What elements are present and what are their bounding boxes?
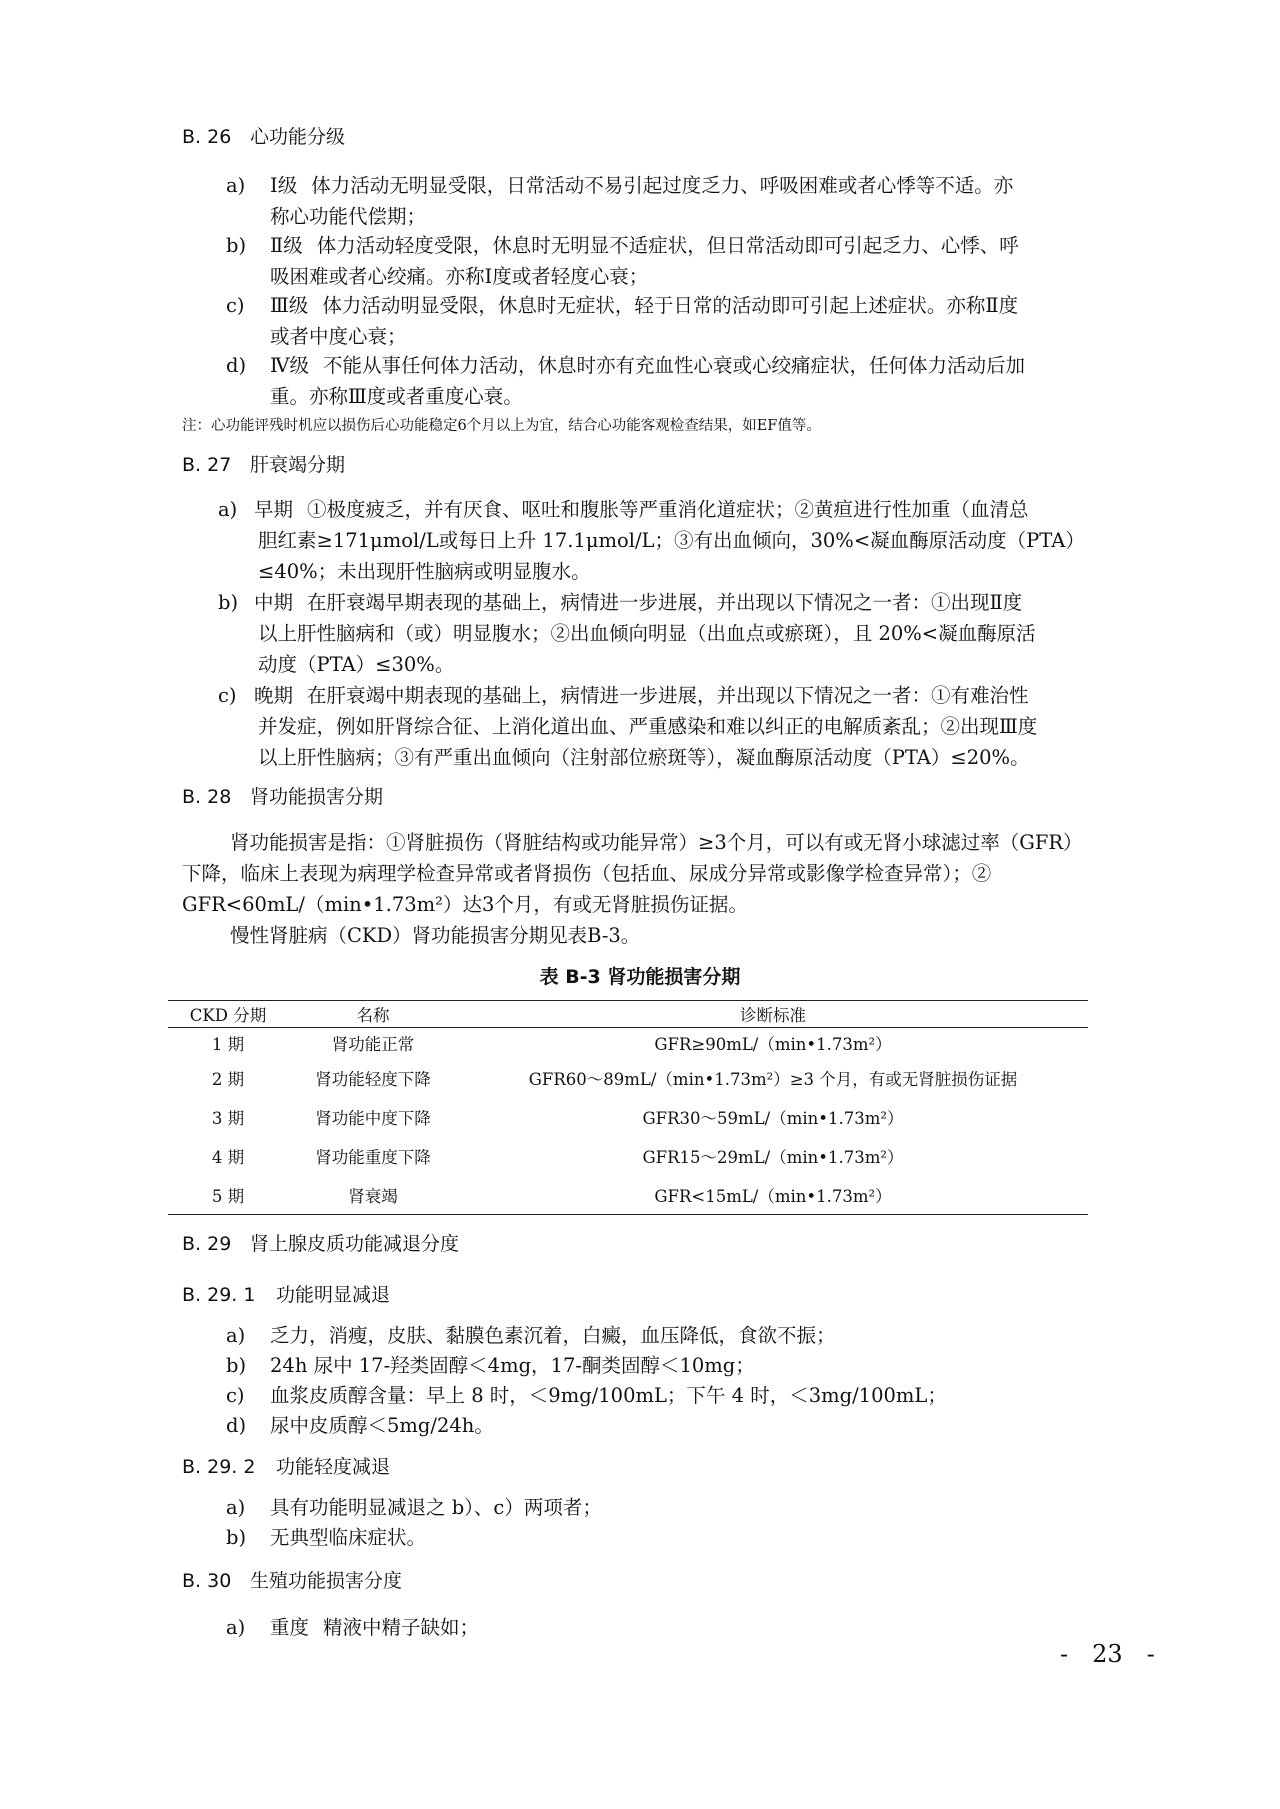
item-text: 24h 尿中 17-羟类固醇＜4mg，17-酮类固醇＜10mg；	[270, 1354, 755, 1377]
table-cell: 肾功能中度下降	[315, 1108, 431, 1128]
section-number: B. 29. 1	[182, 1284, 256, 1306]
item-text-continued: 以上肝性脑病；③有严重出血倾向（注射部位瘀斑等），凝血酶原活动度（PTA）≤20%。	[258, 746, 1030, 769]
section-heading-b29	[182, 1229, 459, 1256]
table-cell: GFR60～89mL/（min•1.73m²）≥3 个月，有或无肾脏损伤证据	[528, 1069, 1018, 1089]
list-item	[226, 1320, 1156, 1351]
page-number-value: 23	[1092, 1640, 1123, 1668]
section-title: 肝衰竭分期	[250, 454, 346, 476]
item-text-continued: 以上肝性脑病和（或）明显腹水；②出血倾向明显（出血点或瘀斑），且 20%<凝血酶原活	[258, 622, 1036, 645]
section-number: B. 29. 2	[182, 1456, 256, 1478]
item-text: 精液中精子缺如；	[323, 1616, 480, 1639]
list-item	[218, 587, 1148, 680]
item-text: 不能从事任何体力活动，休息时亦有充血性心衰或心绞痛症状，任何体力活动后加	[322, 354, 1025, 377]
list-item	[226, 1522, 1156, 1553]
section-number: B. 30	[182, 1570, 232, 1592]
table-cell: GFR≥90mL/（min•1.73m²）	[654, 1035, 892, 1054]
list-item	[226, 230, 1156, 292]
item-marker: a)	[226, 1496, 246, 1519]
section-title: 肾上腺皮质功能减退分度	[250, 1233, 460, 1255]
item-label: 晚期	[254, 684, 294, 707]
item-marker: a)	[226, 1324, 246, 1347]
list-item	[226, 1380, 1156, 1411]
table-row	[168, 1175, 1088, 1214]
table-cell: 4 期	[211, 1147, 245, 1167]
table-header-cell: 名称	[356, 1006, 390, 1025]
table-cell: 2 期	[211, 1069, 245, 1089]
item-text: 具有功能明显减退之 b）、c）两项者；	[270, 1496, 602, 1519]
item-marker: c)	[226, 294, 245, 317]
item-label: Ⅲ级	[270, 294, 309, 317]
list-item	[226, 1410, 1156, 1441]
item-text: ①极度疲乏，并有厌食、呕吐和腹胀等严重消化道症状；②黄疸进行性加重（血清总	[307, 498, 1029, 521]
item-text-continued: 并发症，例如肝肾综合征、上消化道出血、严重感染和难以纠正的电解质紊乱；②出现Ⅲ度	[258, 715, 1038, 738]
item-label: Ⅳ级	[270, 354, 309, 377]
item-text-continued: 称心功能代偿期；	[270, 205, 427, 228]
section-number: B. 28	[182, 786, 232, 808]
item-text: 尿中皮质醇＜5mg/24h。	[270, 1414, 494, 1437]
table-cell: GFR30～59mL/（min•1.73m²）	[642, 1108, 904, 1128]
table-cell: 肾功能轻度下降	[315, 1069, 431, 1089]
item-marker: a)	[226, 1616, 246, 1639]
table-header-row	[168, 1001, 1088, 1028]
item-marker: b)	[226, 234, 247, 257]
item-label: 重度	[270, 1616, 310, 1639]
list-item	[226, 1612, 1156, 1643]
table-row	[168, 1136, 1088, 1175]
table-row	[168, 1058, 1088, 1097]
item-label: Ⅱ级	[270, 234, 303, 257]
table-cell: 肾衰竭	[348, 1186, 398, 1206]
list-item	[226, 290, 1156, 352]
table-cell: 肾功能正常	[331, 1035, 415, 1054]
item-text-continued: 重。亦称Ⅲ度或者重度心衰。	[270, 385, 523, 408]
table-cell: 5 期	[211, 1186, 245, 1206]
item-marker: d)	[226, 1414, 247, 1437]
item-text: 血浆皮质醇含量：早上 8 时，＜9mg/100mL；下午 4 时，＜3mg/100mL；	[270, 1384, 947, 1407]
table-cell: 1 期	[211, 1035, 245, 1054]
table-caption: 表 B-3 肾功能损害分期	[539, 966, 741, 988]
section-heading-b30	[182, 1566, 402, 1593]
paragraph-line: 肾功能损害是指：①肾脏损伤（肾脏结构或功能异常）≥3个月，可以有或无肾小球滤过率（GFR）	[230, 831, 1083, 854]
item-text: 在肝衰竭中期表现的基础上，病情进一步进展，并出现以下情况之一者：①有难治性	[307, 684, 1029, 707]
item-text-continued: ≤40%；未出现肝性脑病或明显腹水。	[258, 560, 591, 583]
item-label: 早期	[254, 498, 294, 521]
section-heading-b26	[182, 122, 345, 149]
subsection-heading-b29-1	[182, 1280, 390, 1307]
item-text-continued: 吸困难或者心绞痛。亦称Ⅰ度或者轻度心衰；	[270, 265, 649, 288]
section-title: 肾功能损害分期	[250, 786, 384, 808]
paragraph	[182, 827, 1162, 951]
section-heading-b28	[182, 782, 383, 809]
item-marker: c)	[218, 684, 237, 707]
table-header-cell: 诊断标准	[740, 1006, 806, 1025]
item-marker: b)	[226, 1526, 247, 1549]
list-item	[226, 170, 1156, 232]
section-title: 功能轻度减退	[276, 1456, 391, 1478]
item-text-continued: 或者中度心衰；	[270, 325, 407, 348]
list-item	[226, 1350, 1156, 1381]
subsection-heading-b29-2	[182, 1452, 390, 1479]
item-marker: b)	[218, 591, 239, 614]
list-item	[226, 350, 1156, 412]
section-title: 功能明显减退	[276, 1284, 391, 1306]
paragraph-line: 慢性肾脏病（CKD）肾功能损害分期见表B-3。	[230, 924, 641, 947]
section-number: B. 27	[182, 454, 232, 476]
item-marker: d)	[226, 354, 247, 377]
list-item	[218, 680, 1148, 773]
item-marker: c)	[226, 1384, 245, 1407]
item-text-continued: 胆红素≥171μmol/L或每日上升 17.1μmol/L；③有出血倾向，30%<凝血酶原活动度（PTA）	[258, 529, 1085, 552]
table-cell: 3 期	[211, 1108, 245, 1128]
section-title: 生殖功能损害分度	[250, 1570, 403, 1592]
item-marker: a)	[226, 174, 246, 197]
table-row	[168, 1028, 1088, 1058]
item-marker: a)	[218, 498, 238, 521]
section-number: B. 26	[182, 126, 232, 148]
section-title: 心功能分级	[250, 126, 346, 148]
section-heading-b27	[182, 450, 345, 477]
page-number: - 23 -	[1060, 1640, 1155, 1668]
list-item	[226, 1492, 1156, 1523]
item-text-continued: 动度（PTA）≤30%。	[258, 653, 455, 676]
item-label: 中期	[254, 591, 294, 614]
item-text: 体力活动明显受限，休息时无症状，轻于日常的活动即可引起上述症状。亦称Ⅱ度	[322, 294, 1019, 317]
item-text: 无典型临床症状。	[270, 1526, 427, 1549]
ckd-table	[168, 1000, 1088, 1215]
item-text: 体力活动轻度受限，休息时无明显不适症状，但日常活动即可引起乏力、心悸、呼	[316, 234, 1019, 257]
list-item	[218, 494, 1148, 587]
note-text: 注：心功能评残时机应以损伤后心功能稳定6个月以上为宜，结合心功能客观检查结果，如EF值等。	[182, 418, 821, 434]
paragraph-line: 下降，临床上表现为病理学检查异常或者肾损伤（包括血、尿成分异常或影像学检查异常）；②	[182, 862, 992, 885]
item-text: 在肝衰竭早期表现的基础上，病情进一步进展，并出现以下情况之一者：①出现Ⅱ度	[307, 591, 1023, 614]
item-text: 体力活动无明显受限，日常活动不易引起过度乏力、呼吸困难或者心悸等不适。亦	[311, 174, 1014, 197]
item-marker: b)	[226, 1354, 247, 1377]
item-text: 乏力，消瘦，皮肤、黏膜色素沉着，白癜，血压降低，食欲不振；	[270, 1324, 836, 1347]
table-cell: 肾功能重度下降	[315, 1147, 431, 1167]
section-number: B. 29	[182, 1233, 232, 1255]
table-header-cell: CKD 分期	[189, 1006, 267, 1025]
item-label: Ⅰ级	[270, 174, 298, 197]
paragraph-line: GFR<60mL/（min•1.73m²）达3个月，有或无肾脏损伤证据。	[182, 893, 748, 916]
table-cell: GFR<15mL/（min•1.73m²）	[654, 1186, 892, 1206]
table-row	[168, 1097, 1088, 1136]
table-cell: GFR15～29mL/（min•1.73m²）	[642, 1147, 904, 1167]
